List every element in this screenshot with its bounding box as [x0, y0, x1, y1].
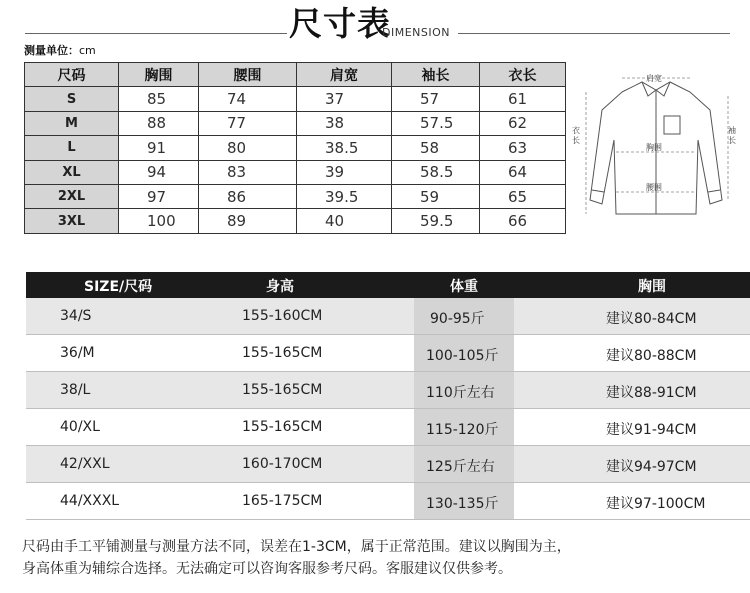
- table-row: [25, 136, 566, 160]
- header-cell: SIZE/尺码: [84, 279, 153, 295]
- value-cell: 39.5: [297, 184, 392, 208]
- diagram-label-shoulder: 肩宽: [646, 74, 662, 83]
- table-row: [26, 335, 750, 372]
- measurement-unit: [24, 42, 96, 58]
- shirt-measurement-diagram: [572, 70, 740, 228]
- value-cell: 65: [480, 184, 566, 208]
- value-cell: 89: [199, 209, 297, 233]
- header-cell: 胸围: [119, 63, 199, 87]
- value-cell: 86: [199, 184, 297, 208]
- header-cell: 肩宽: [297, 63, 392, 87]
- header-cell: 尺码: [25, 63, 119, 87]
- height-cell: 155-160CM: [242, 308, 323, 324]
- size-cell: 42/XXL: [60, 456, 110, 472]
- size-cell: 38/L: [60, 382, 91, 398]
- value-cell: 91: [119, 136, 199, 160]
- size-cell: 2XL: [25, 184, 119, 208]
- value-cell: 63: [480, 136, 566, 160]
- unit-value: cm: [79, 44, 96, 57]
- page-subtitle: DIMENSION: [382, 26, 450, 39]
- chest-cell: 建议91-94CM: [606, 422, 697, 438]
- size-cell: L: [25, 136, 119, 160]
- table-row: [25, 87, 566, 111]
- height-cell: 165-175CM: [242, 493, 323, 509]
- note-line: 尺码由手工平铺测量与测量方法不同，误差在1-3CM，属于正常范围。建议以胸围为主，: [22, 539, 571, 555]
- table-row: [26, 298, 750, 335]
- value-cell: 97: [119, 184, 199, 208]
- weight-cell: 100-105斤: [426, 348, 499, 364]
- table-row: [25, 160, 566, 184]
- header-cell: 身高: [266, 279, 294, 295]
- table-row: [26, 446, 750, 483]
- size-cell: 36/M: [60, 345, 95, 361]
- value-cell: 39: [297, 160, 392, 184]
- size-cell: 34/S: [60, 308, 92, 324]
- weight-cell: 90-95斤: [430, 311, 485, 327]
- header-divider-left: [25, 33, 287, 34]
- diagram-label-waist: 腰围: [646, 183, 662, 192]
- value-cell: 88: [119, 111, 199, 135]
- value-cell: 57: [392, 87, 480, 111]
- header-cell: 衣长: [480, 63, 566, 87]
- height-cell: 155-165CM: [242, 419, 323, 435]
- fit-table-header: [26, 272, 750, 298]
- header-cell: 胸围: [638, 279, 666, 295]
- size-cell: M: [25, 111, 119, 135]
- value-cell: 83: [199, 160, 297, 184]
- diagram-label-length: 衣长: [572, 126, 580, 145]
- diagram-label-sleeve: 袖长: [728, 126, 736, 145]
- height-cell: 155-165CM: [242, 345, 323, 361]
- value-cell: 80: [199, 136, 297, 160]
- height-cell: 155-165CM: [242, 382, 323, 398]
- table-row: [25, 184, 566, 208]
- note-line: 身高体重为辅综合选择。无法确定可以咨询客服参考尺码。客服建议仅供参考。: [22, 561, 512, 577]
- value-cell: 94: [119, 160, 199, 184]
- chest-cell: 建议80-88CM: [606, 348, 697, 364]
- size-cell: XL: [25, 160, 119, 184]
- height-cell: 160-170CM: [242, 456, 323, 472]
- value-cell: 38.5: [297, 136, 392, 160]
- diagram-label-chest: 胸围: [646, 143, 662, 152]
- value-cell: 58: [392, 136, 480, 160]
- chest-cell: 建议97-100CM: [606, 496, 706, 512]
- table-row: [26, 483, 750, 520]
- value-cell: 74: [199, 87, 297, 111]
- value-cell: 40: [297, 209, 392, 233]
- value-cell: 59.5: [392, 209, 480, 233]
- size-cell: 44/XXXL: [60, 493, 120, 509]
- header-cell: 袖长: [392, 63, 480, 87]
- size-table: [24, 62, 566, 234]
- table-row: [26, 409, 750, 446]
- value-cell: 57.5: [392, 111, 480, 135]
- value-cell: 59: [392, 184, 480, 208]
- value-cell: 61: [480, 87, 566, 111]
- size-table-header: [25, 63, 566, 87]
- value-cell: 64: [480, 160, 566, 184]
- size-cell: 40/XL: [60, 419, 100, 435]
- weight-cell: 125斤左右: [426, 459, 495, 475]
- table-row: [25, 209, 566, 233]
- header-cell: 体重: [450, 279, 478, 295]
- header-cell: 腰围: [199, 63, 297, 87]
- value-cell: 38: [297, 111, 392, 135]
- unit-label: 测量单位：: [24, 44, 79, 57]
- value-cell: 58.5: [392, 160, 480, 184]
- value-cell: 66: [480, 209, 566, 233]
- value-cell: 85: [119, 87, 199, 111]
- table-row: [25, 111, 566, 135]
- value-cell: 37: [297, 87, 392, 111]
- weight-cell: 130-135斤: [426, 496, 499, 512]
- page-title: 尺寸表: [289, 4, 391, 43]
- chest-cell: 建议80-84CM: [606, 311, 697, 327]
- weight-cell: 110斤左右: [426, 385, 495, 401]
- header-divider-right: [458, 33, 730, 34]
- value-cell: 77: [199, 111, 297, 135]
- chest-cell: 建议94-97CM: [606, 459, 697, 475]
- size-cell: S: [25, 87, 119, 111]
- value-cell: 100: [119, 209, 199, 233]
- weight-cell: 115-120斤: [426, 422, 499, 438]
- chest-cell: 建议88-91CM: [606, 385, 697, 401]
- value-cell: 62: [480, 111, 566, 135]
- table-row: [26, 372, 750, 409]
- size-cell: 3XL: [25, 209, 119, 233]
